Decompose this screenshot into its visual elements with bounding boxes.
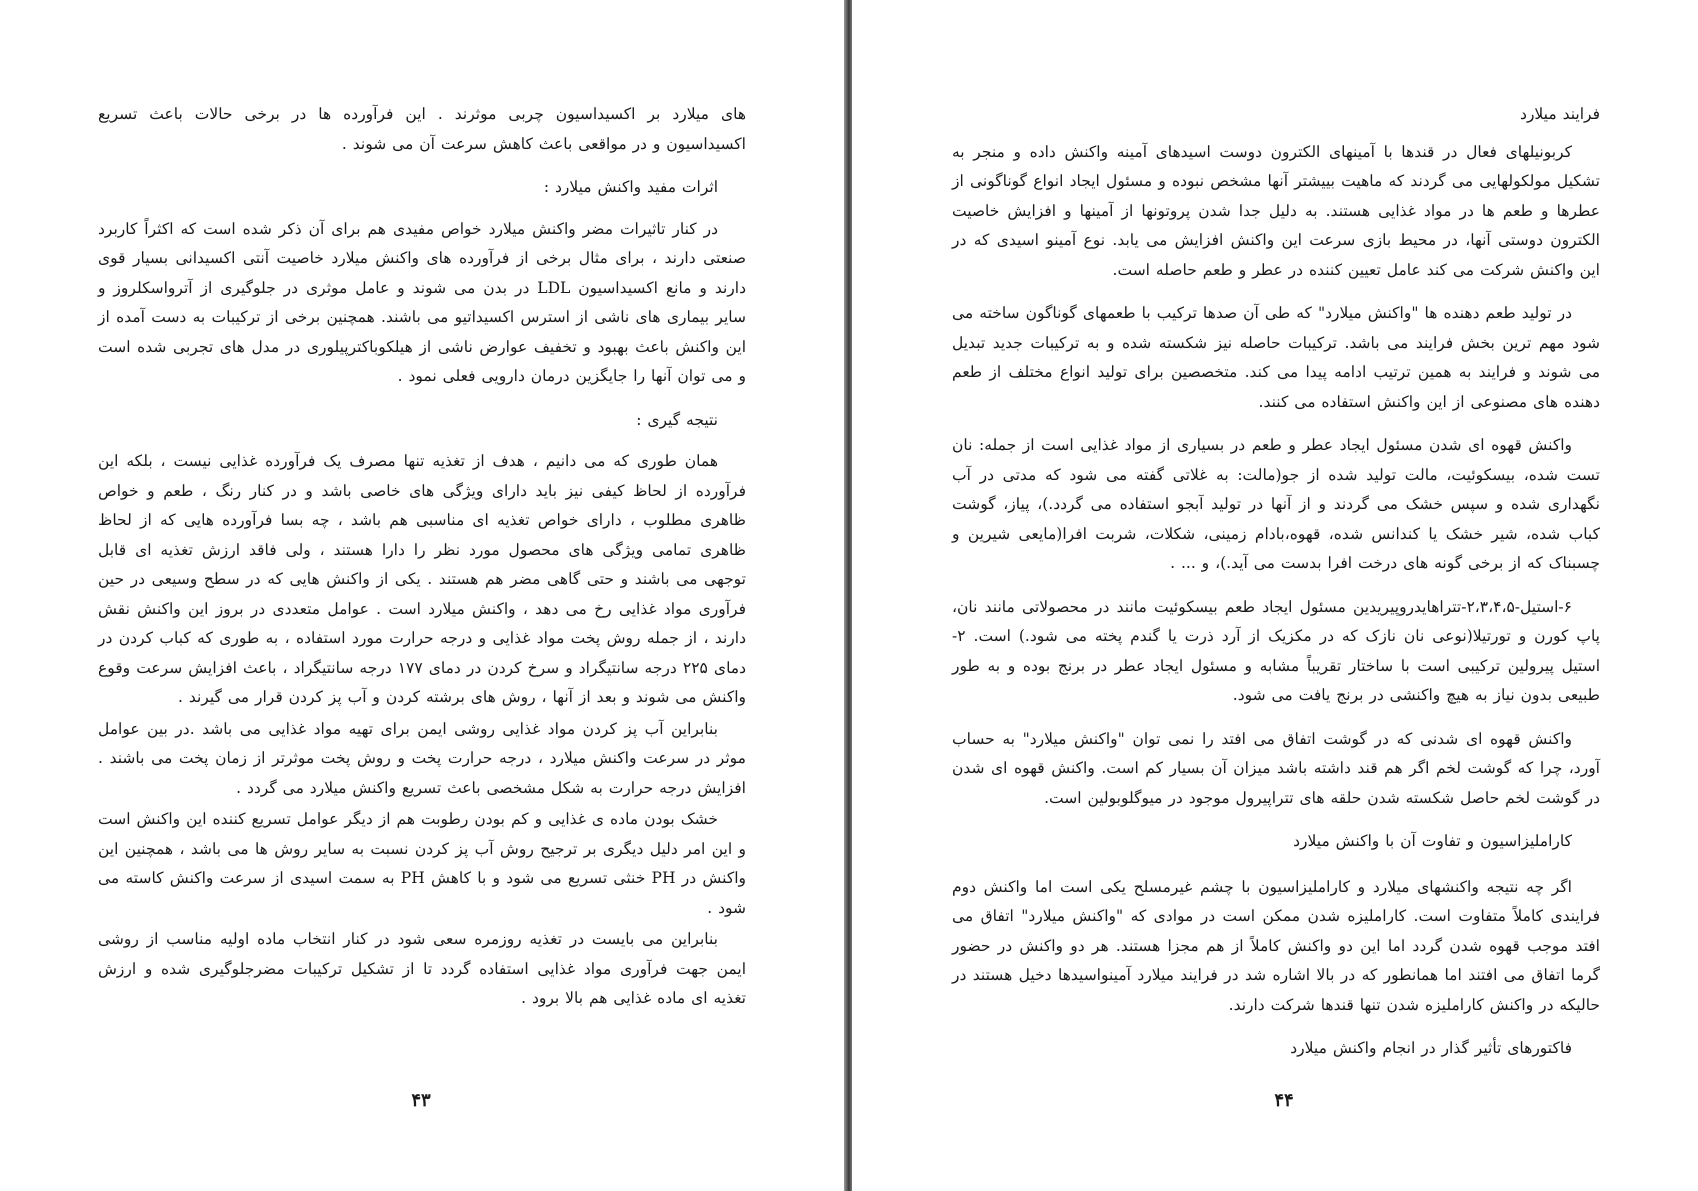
book-spine: [844, 0, 852, 1191]
section-heading-caramelization: کاراملیزاسیون و تفاوت آن با واکنش میلارد: [1293, 832, 1572, 850]
right-page: [852, 0, 1698, 1191]
paragraph: اگر چه نتیجه واکنشهای میلارد و کاراملیزاسیون با چشم غیرمسلح یکی است اما واکنش دوم فرایندی کاملاً متفاوت است. کاراملیزه شدن ممکن است در موادی که "واکنش میلارد" اتفاق می افتد موجب قهوه شدن گردد اما این دو واکنش کاملاً از هم مجزا هستند. هر دو واکنش در حضور گرما اتفاق می افتند اما همانطور که در بالا اشاره شد در فرایند میلارد آمینواسیدها دخیل هستند در حالیکه در واکنش کاراملیزه شدن تنها قندها شرکت دارند.: [952, 877, 1600, 1014]
paragraph: خشک بودن ماده ی غذایی و کم بودن رطوبت هم از دیگر عوامل تسریع کننده این واکنش است و این امر دلیل دیگری بر ترجیح روش آب پز کردن نسبت به سایر روش ها می باشد ، همچنین این واکنش در PH خنثی تسریع می شود و با کاهش PH به سمت اسیدی از سرعت واکنش کاسته می شود .: [98, 810, 746, 917]
paragraph: واکنش قهوه ای شدن مسئول ایجاد عطر و طعم در بسیاری از مواد غذایی است از جمله: نان تست شده، بیسکوئیت، مالت تولید شده از جو(مالت: به غلاتی گفته می شود که مدتی در آب نگهداری شده و سپس خشک می گردند و از آنها در تولید آبجو استفاده می گردد.)، پیاز، گوشت کباب شده، شیر خشک یا کندانس شده، قهوه،بادام زمینی، شکلات، شربت افرا(مایعی شیرین و چسبناک که از برخی گونه های درخت افرا بدست می آید.)، و ... .: [952, 436, 1600, 572]
paragraph: بنابراین می بایست در تغذیه روزمره سعی شود در کنار انتخاب ماده اولیه مناسب از روشی ایمن جهت فرآوری مواد غذایی استفاده گردد تا از تشکیل ترکیبات مضرجلوگیری شده و ارزش تغذیه ای ماده غذایی هم بالا برود .: [98, 930, 746, 1007]
paragraph: بنابراین آب پز کردن مواد غذایی روشی ایمن برای تهیه مواد غذایی می باشد .در بین عوامل موثر در سرعت واکنش میلارد ، درجه حرارت پخت و روش پخت موثرتر از زمان پخت می باشند . افزایش درجه حرارت به شکل مشخصی باعث تسریع واکنش میلارد می گردد .: [98, 719, 746, 797]
section-heading-benefits: اثرات مفید واکنش میلارد :: [543, 178, 718, 196]
paragraph: های میلارد بر اکسیداسیون چربی موثرند . این فرآورده ها در برخی حالات باعث تسریع اکسیداسیون و در مواقعی باعث کاهش سرعت آن می شوند .: [98, 105, 746, 153]
left-page: [0, 0, 844, 1191]
paragraph: در کنار تاثیرات مضر واکنش میلارد خواص مفیدی هم برای آن ذکر شده است که اکثراً کاربرد صنعتی دارند ، برای مثال برخی از فرآورده های واکنش میلارد خاصیت آنتی اکسیدانی بسیار قوی دارند و مانع اکسیداسیون LDL در بدن می شوند و عامل موثری در جلوگیری از آترواسکلروز و سایر بیماری های ناشی از استرس اکسیداتیو می باشند. همچنین برخی از ترکیبات به دست آمده از این واکنش باعث بهبود و تخفیف عوارض ناشی از هیلکوباکترپیلوری در مدل های تجربی شده است و می توان آنها را جایگزین درمان دارویی فعلی نمود .: [98, 219, 746, 385]
page-number: ۴۴: [1274, 1090, 1294, 1111]
section-heading-conclusion: نتیجه گیری :: [636, 410, 718, 429]
paragraph: کربونیلهای فعال در قندها با آمینهای الکترون دوست اسیدهای آمینه واکنش داده و منجر به تشکیل مولکولهایی می گردند که ماهیت بییشتر آنها مشخص نبوده و مسئول ایجاد انواع گوناگونی از عطرها و طعم ها در مواد غذایی هستند. به دلیل جدا شدن پروتونها از آمینها و افزایش خاصیت الکترون دوستی آنها، در محیط بازی سرعت این واکنش افزایش می یابد. نوع آمینو اسیدی که در این واکنش شرکت می کند عامل تعیین کننده در عطر و طعم حاصله است.: [952, 142, 1600, 279]
paragraph: در تولید طعم دهنده ها "واکنش میلارد" که طی آن صدها ترکیب با طعمهای گوناگون ساخته می شود مهم ترین بخش فرایند می باشد. ترکیبات حاصله نیز شکسته شده و به ترکیبات جدید تبدیل می شوند و فرایند به همین ترتیب ادامه پیدا می کند. متخصصین برای تولید انواع مختلف از طعم دهنده های مصنوعی از این واکنش استفاده می کنند.: [952, 304, 1600, 411]
paragraph: همان طوری که می دانیم ، هدف از تغذیه تنها مصرف یک فرآورده غذایی نیست ، بلکه این فرآورده از لحاظ کیفی نیز باید دارای ویژگی های خاصی باشد و در کنار رنگ ، طعم و خواص ظاهری مطلوب ، دارای خواص تغذیه ای مناسبی هم باشد ، چه بسا فرآورده هایی که از لحاظ ظاهری تمامی ویژگی های محصول مورد نظر را دارا هستند ، ولی فاقد ارزش تغذیه ای قابل توجهی می باشند و حتی گاهی مضر هم هستند . یکی از واکنش هایی که در سطح وسیعی در حین فرآوری مواد غذایی رخ می دهد ، واکنش میلارد است . عوامل متعددی در بروز این واکنش نقش دارند ، از جمله روش پخت مواد غذایی و درجه حرارت مورد استفاده ، به طوری که کباب کردن در دمای ۲۲۵ درجه سانتیگراد و سرخ کردن در دمای ۱۷۷ درجه سانتیگراد ، باعث افزایش سرعت وقوع واکنش می شوند و بعد از آنها ، روش های برشته کردن و آب پز کردن قرار می گیرند .: [98, 452, 746, 706]
paragraph: ۶-استیل-۲،۳،۴،۵-تتراهایدروپیریدین مسئول ایجاد طعم بیسکوئیت مانند در محصولاتی مانند نان، پاپ کورن و تورتیلا(نوعی نان نازک که در مکزیک از آرد ذرت یا گندم پخته می شود.) است. ۲-استیل پیرولین ترکیبی است با ساختار تقریباً مشابه و مسئول ایجاد عطر در برنج بوده و به طور طبیعی بدون نیاز به هیچ واکنشی در برنج یافت می شود.: [952, 597, 1600, 704]
page-number: ۴۳: [411, 1090, 431, 1111]
paragraph: واکنش قهوه ای شدنی که در گوشت اتفاق می افتد را نمی توان "واکنش میلارد" به حساب آورد، چرا که گوشت لخم اگر هم قند داشته باشد میزان آن بسیار کم است. واکنش قهوه ای شدن در گوشت لخم حاصل شکسته شدن حلقه های تتراپیرول موجود در میوگلوبولین است.: [952, 729, 1600, 807]
section-heading-factors: فاکتورهای تأثیر گذار در انجام واکنش میلارد: [1290, 1039, 1572, 1057]
section-heading-maillard: فرایند میلارد: [1520, 105, 1600, 123]
right-page-text: [952, 100, 1600, 1076]
left-page-text: [98, 100, 746, 1028]
